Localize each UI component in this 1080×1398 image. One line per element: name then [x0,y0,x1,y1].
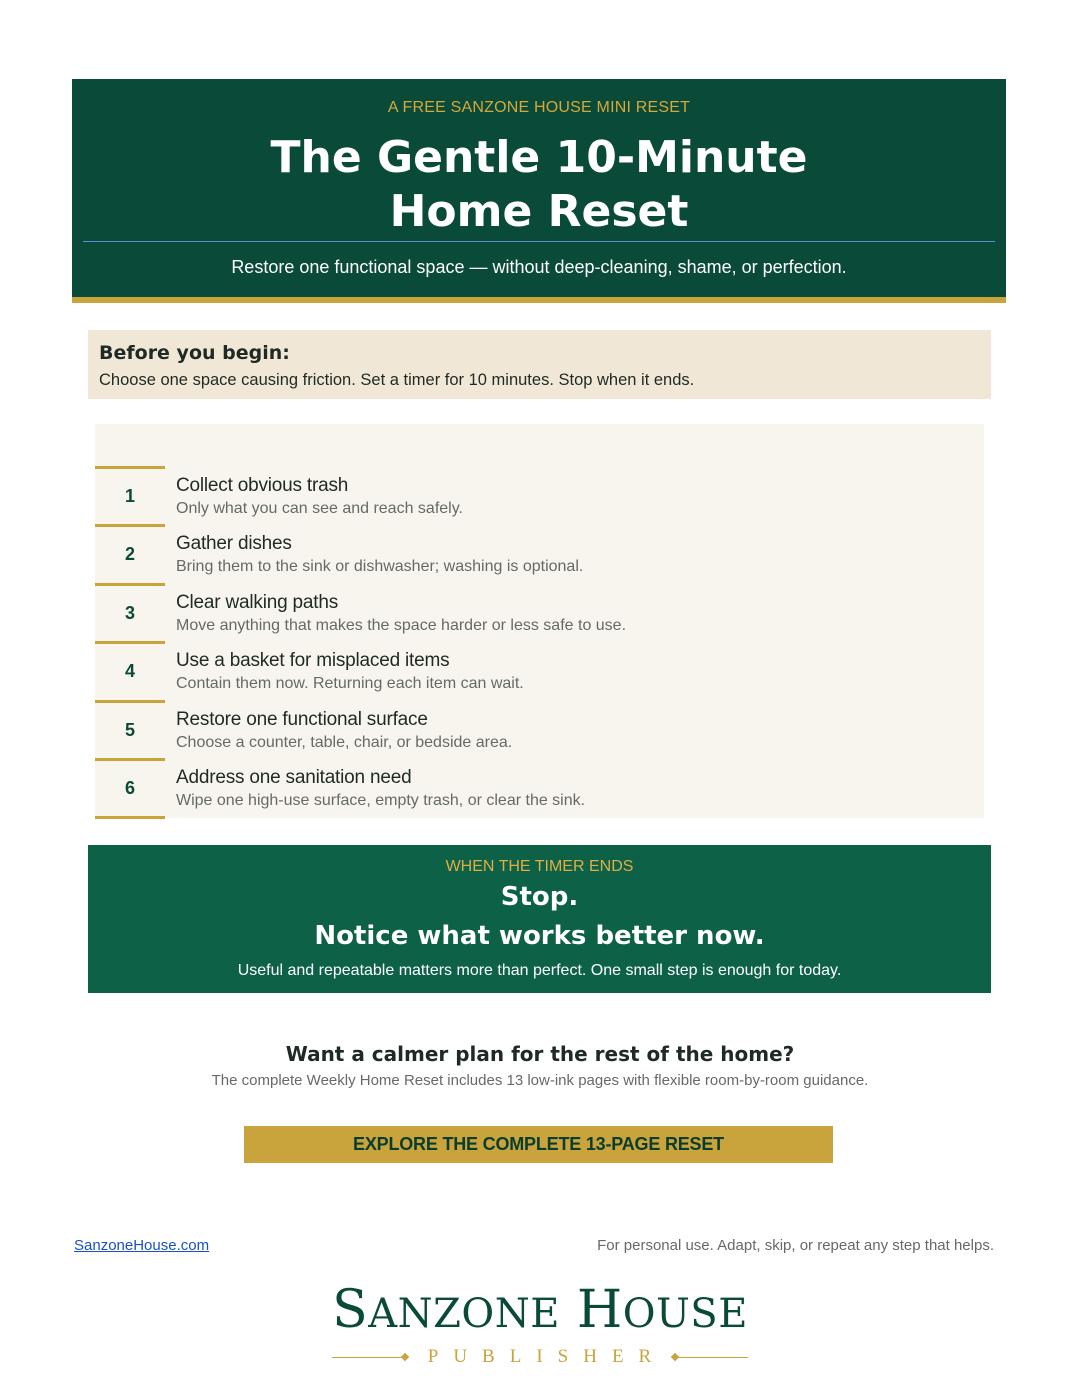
list-item [95,700,984,758]
page-title-line-2: Home Reset [389,186,689,237]
list-item [95,583,984,641]
explore-reset-button[interactable]: EXPLORE THE COMPLETE 13-PAGE RESET [244,1126,833,1163]
step-description: Choose a counter, table, chair, or bedside area. [176,734,513,751]
cta-subtext: The complete Weekly Home Reset includes 13 low-ink pages with flexible room-by-room guidance. [211,1072,869,1089]
list-item [95,524,984,582]
logo-diamond-left [401,1353,409,1361]
list-item [95,466,984,524]
step-number: 2 [95,524,165,582]
before-heading: Before you begin: [99,342,290,364]
list-item [95,758,984,816]
step-description: Bring them to the sink or dishwasher; washing is optional. [176,558,584,575]
step-number: 6 [95,758,165,819]
header-banner [72,79,1006,303]
header-subtitle: Restore one functional space — without deep-cleaning, shame, or perfection. [231,257,847,277]
step-description: Only what you can see and reach safely. [176,500,463,517]
step-title: Use a basket for misplaced items [176,650,450,671]
step-title: Collect obvious trash [176,475,349,496]
before-you-begin-box [88,330,991,399]
cta-heading: Want a calmer plan for the rest of the home? [285,1042,795,1066]
step-number: 3 [95,583,165,641]
timer-ends-box [88,845,991,993]
logo-flourish-left [332,1357,402,1358]
logo-publisher-text: PUBLISHER [427,1346,667,1367]
step-title: Restore one functional surface [176,709,428,730]
timer-note: Useful and repeatable matters more than perfect. One small step is enough for today. [237,962,842,979]
step-title: Gather dishes [176,533,292,554]
website-link[interactable]: SanzoneHouse.com [74,1237,210,1254]
publisher-logo [0,1280,1080,1370]
timer-eyebrow: WHEN THE TIMER ENDS [445,858,634,875]
step-description: Contain them now. Returning each item can wait. [176,675,524,692]
usage-note: For personal use. Adapt, skip, or repeat any step that helps. [597,1237,994,1254]
timer-stop-text: Stop. [500,882,579,912]
logo-wordmark: SANZONE HOUSE [332,1280,748,1340]
logo-flourish-right [678,1357,748,1358]
logo-subtitle [0,1344,1080,1370]
before-text: Choose one space causing friction. Set a timer for 10 minutes. Stop when it ends. [99,371,695,389]
timer-notice-text: Notice what works better now. [314,921,765,951]
step-number: 4 [95,641,165,699]
header-eyebrow: A FREE SANZONE HOUSE MINI RESET [387,99,691,116]
steps-list [95,424,984,818]
header-divider [83,241,995,242]
page-title-line-1: The Gentle 10-Minute [270,132,808,183]
step-number: 1 [95,466,165,524]
step-title: Address one sanitation need [176,767,412,788]
step-description: Move anything that makes the space harder or less safe to use. [176,617,627,634]
list-item [95,641,984,699]
step-title: Clear walking paths [176,592,339,613]
page-title [72,131,1006,239]
step-description: Wipe one high-use surface, empty trash, or clear the sink. [176,792,586,809]
step-number: 5 [95,700,165,758]
